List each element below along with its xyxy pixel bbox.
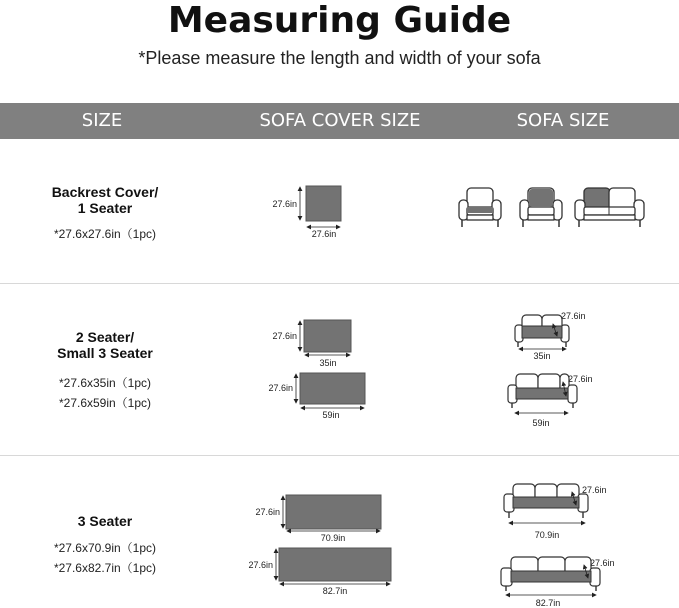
row3-cover2-width-label: 82.7in bbox=[322, 586, 348, 596]
row2-cover-diagram-1 bbox=[300, 320, 351, 355]
three-seater-sofa-icon bbox=[504, 484, 588, 523]
row2-cover-diagram-2 bbox=[296, 373, 365, 408]
header-size: SIZE bbox=[81, 110, 123, 131]
large-three-seater-sofa-icon bbox=[501, 557, 600, 595]
page-subtitle: *Please measure the length and width of your sofa bbox=[138, 48, 541, 68]
row3-cover1-width-label: 70.9in bbox=[320, 533, 346, 543]
row2-sofa2-depth-label: 27.6in bbox=[568, 374, 593, 384]
row2-sofa1-depth-label: 27.6in bbox=[561, 311, 586, 321]
row1-spec: *27.6x27.6in（1pc) bbox=[53, 227, 157, 241]
row1-cover-diagram bbox=[300, 186, 341, 227]
row3-cover-diagram-1 bbox=[283, 495, 381, 531]
row2-spec-2: *27.6x59in（1pc) bbox=[58, 396, 152, 410]
row1-cover-height-label: 27.6in bbox=[272, 199, 297, 209]
row3-sofa2-depth-label: 27.6in bbox=[590, 558, 615, 568]
row3-sofa2-width-label: 82.7in bbox=[535, 598, 561, 608]
page-title: Measuring Guide bbox=[167, 0, 512, 41]
row2-cover1-height-label: 27.6in bbox=[272, 331, 297, 341]
row2-cover2-height-label: 27.6in bbox=[268, 383, 293, 393]
row2-size-name-line2: Small 3 Seater bbox=[57, 345, 153, 361]
row3-size-name: 3 Seater bbox=[77, 513, 133, 529]
row2-sofa2-width-label: 59in bbox=[532, 418, 550, 428]
row2-cover2-width-label: 59in bbox=[322, 410, 340, 420]
row1-size-name-line2: 1 Seater bbox=[77, 200, 133, 216]
header-sofa-size: SOFA SIZE bbox=[516, 110, 610, 131]
header-sofa-cover-size: SOFA COVER SIZE bbox=[259, 110, 421, 131]
row2-cover1-width-label: 35in bbox=[319, 358, 337, 368]
row3-sofa1-width-label: 70.9in bbox=[534, 530, 560, 540]
row3-sofa1-depth-label: 27.6in bbox=[582, 485, 607, 495]
row3-cover2-height-label: 27.6in bbox=[248, 560, 273, 570]
row3-spec-1: *27.6x70.9in（1pc) bbox=[53, 541, 157, 555]
row3-cover-diagram-2 bbox=[276, 548, 391, 584]
loveseat-icon bbox=[575, 188, 644, 227]
row2-spec-1: *27.6x35in（1pc) bbox=[58, 376, 152, 390]
row2-size-name-line1: 2 Seater/ bbox=[75, 329, 135, 345]
row1-cover-width-label: 27.6in bbox=[311, 229, 337, 239]
armchair-backrest-icon bbox=[520, 188, 562, 227]
row2-sofa1-width-label: 35in bbox=[533, 351, 551, 361]
armchair-icon bbox=[459, 188, 501, 227]
row3-spec-2: *27.6x82.7in（1pc) bbox=[53, 561, 157, 575]
small-three-seater-sofa-icon bbox=[508, 374, 577, 413]
row1-size-name-line1: Backrest Cover/ bbox=[51, 184, 159, 200]
row3-cover1-height-label: 27.6in bbox=[255, 507, 280, 517]
